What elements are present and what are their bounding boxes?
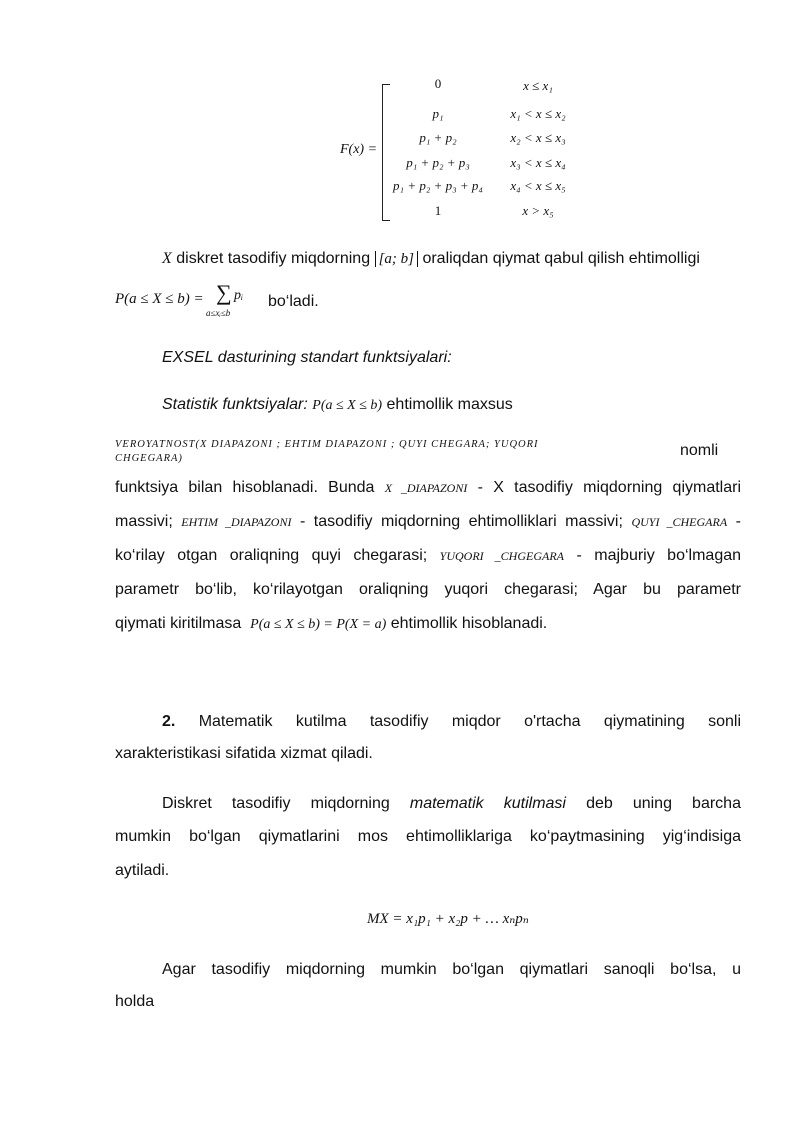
- paragraph-line: [115, 545, 741, 567]
- interval: [a; b]: [375, 251, 418, 267]
- piecewise-value: 1: [434, 203, 442, 218]
- text: deb uning barcha: [586, 795, 741, 812]
- paragraph-line: [162, 793, 741, 815]
- piecewise-value: p₁ + p₂: [419, 130, 457, 145]
- piecewise-lhs: F(x) =: [340, 142, 378, 157]
- function-arg: YUQORI _CHGEGARA: [439, 549, 565, 563]
- piecewise-value: 0: [434, 76, 442, 91]
- paragraph-line: parametr bo‘lib, ko‘rilayotgan oraliqning yuqori chegarasi; Agar bu parametr: [115, 581, 741, 598]
- text: qiymati kiritilmasa: [115, 615, 242, 632]
- piecewise-condition: x₂ < x ≤ x₃: [510, 130, 566, 145]
- text: massivi;: [115, 513, 173, 530]
- section-heading-excel: EXSEL dasturining standart funktsiyalari:: [162, 349, 452, 366]
- paragraph-line: [162, 711, 741, 733]
- sum-index: a≤xᵢ≤b: [206, 308, 231, 318]
- paragraph-statistical-functions: [162, 394, 513, 417]
- left-brace: [380, 84, 390, 220]
- piecewise-condition: x₁ < x ≤ x₂: [510, 106, 566, 121]
- function-arg: QUYI _CHEGARA: [631, 515, 728, 529]
- paragraph-line: [115, 511, 741, 533]
- probability-formula: P(a ≤ X ≤ b): [312, 398, 383, 413]
- section-number: 2.: [162, 713, 176, 730]
- paragraph-probability-interval: [162, 248, 700, 270]
- paragraph-line: holda: [115, 993, 155, 1010]
- sum-term: pᵢ: [234, 288, 244, 303]
- piecewise-value: p₁ + p₂ + p₃: [406, 155, 470, 170]
- piecewise-condition: x ≤ x₁: [523, 78, 553, 93]
- paragraph-line: [115, 613, 547, 636]
- text: - tasodifiy miqdorning ehtimolliklari massivi;: [299, 513, 623, 530]
- text: -: [735, 513, 741, 530]
- paragraph-line: [115, 477, 741, 499]
- text: ehtimollik hisoblanadi.: [390, 615, 548, 632]
- paragraph-line: aytiladi.: [115, 862, 170, 879]
- text: ehtimollik maxsus: [386, 396, 513, 413]
- text: Statistik funktsiyalar:: [162, 396, 308, 413]
- text: bo‘ladi.: [268, 293, 319, 310]
- piecewise-value: p₁ + p₂ + p₃ + p₄: [393, 178, 483, 193]
- text: - majburiy bo‘lmagan: [576, 547, 742, 564]
- variable-x: X: [162, 250, 172, 267]
- text: Matematik kutilma tasodifiy miqdor o'rtacha qiymatining sonli: [198, 713, 741, 730]
- function-signature-line1: VEROYATNOST(X DIAPAZONI ; EHTIM DIAPAZONI ; QUYI CHEGARA; YUQORI: [115, 439, 539, 450]
- text: ko‘rilay otgan oraliqning quyi chegarasi;: [115, 547, 428, 564]
- paragraph-sum-formula: [115, 288, 204, 310]
- term-emphasis: matematik kutilmasi: [409, 795, 566, 812]
- piecewise-condition: x > x₅: [522, 203, 554, 218]
- sum-symbol: ∑: [216, 280, 232, 305]
- text: - X tasodifiy miqdorning qiymatlari: [477, 479, 742, 496]
- function-arg: EHTIM _DIAPAZONI: [181, 515, 292, 529]
- probability-formula: P(a ≤ X ≤ b) = P(X = a): [250, 617, 387, 632]
- text: diskret tasodifiy miqdorning: [176, 250, 371, 267]
- paragraph-line: mumkin bo‘lgan qiymatlarini mos ehtimolliklariga ko‘paytmasining yig‘indisiga: [115, 828, 741, 845]
- text: oraliqdan qiymat qabul qilish ehtimolligi: [422, 250, 700, 267]
- text: Diskret tasodifiy miqdorning: [162, 795, 390, 812]
- paragraph-line: xarakteristikasi sifatida xizmat qiladi.: [115, 745, 373, 762]
- function-signature-line2: CHGEGARA): [115, 453, 183, 464]
- expectation-formula: MX = x₁p₁ + x₂p + … xₙpₙ: [367, 911, 529, 927]
- piecewise-condition: x₄ < x ≤ x₅: [510, 178, 566, 193]
- function-arg: X _DIAPAZONI: [384, 481, 468, 495]
- probability-formula: P(a ≤ X ≤ b) =: [115, 291, 204, 307]
- paragraph-line: Agar tasodifiy miqdorning mumkin bo‘lgan qiymatlari sanoqli bo‘lsa, u: [162, 961, 741, 978]
- text: nomli: [680, 442, 719, 459]
- piecewise-condition: x₃ < x ≤ x₄: [510, 155, 566, 170]
- text: funktsiya bilan hisoblanadi. Bunda: [115, 479, 375, 496]
- piecewise-value: p₁: [432, 106, 444, 121]
